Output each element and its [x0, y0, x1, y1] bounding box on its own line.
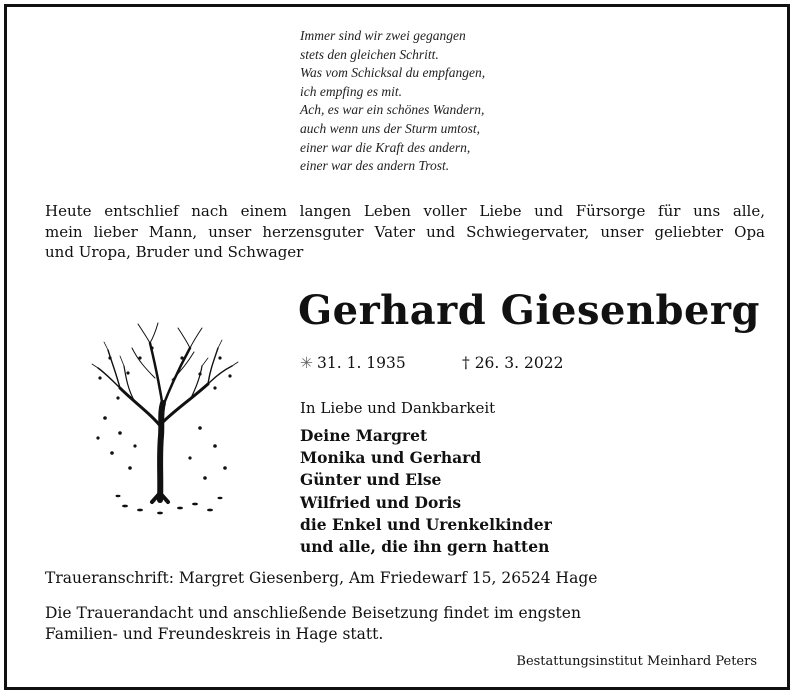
thanks-line: In Liebe und Dankbarkeit [300, 399, 496, 417]
family-member: Wilfried und Doris [300, 492, 462, 512]
notice-line: Die Trauerandacht und anschließende Beisetzung findet im engsten [45, 604, 581, 622]
family-member: die Enkel und Urenkelkinder [300, 514, 552, 534]
poem-line: einer war die Kraft des andern, [300, 139, 471, 155]
poem-line: einer war des andern Trost. [300, 158, 450, 174]
poem-line: stets den gleichen Schritt. [300, 46, 439, 62]
poem-line: Was vom Schicksal du empfangen, [300, 65, 486, 81]
poem-line: auch wenn uns der Sturm umtost, [300, 120, 480, 136]
death-date: † 26. 3. 2022 [462, 354, 564, 372]
family-list [300, 425, 552, 558]
poem-line: Immer sind wir zwei gegangen [300, 28, 466, 43]
cross-icon: † [462, 354, 470, 372]
birth-date: ✳ 31. 1. 1935 [300, 354, 406, 372]
life-dates [300, 354, 564, 372]
poem-line: ich empfing es mit. [300, 83, 402, 99]
family-member: Günter und Else [300, 470, 442, 490]
intro-line: Heute entschlief nach einem langen Leben voller Liebe und Fürsorge für uns alle, [45, 202, 765, 220]
family-member: Monika und Gerhard [300, 448, 482, 468]
family-member: Deine Margret [300, 426, 428, 445]
birth-star-icon: ✳ [300, 354, 313, 372]
poem-line: Ach, es war ein schönes Wandern, [300, 102, 485, 118]
mourning-address: Traueranschrift: Margret Giesenberg, Am Friedewarf 15, 26524 Hage [45, 569, 598, 587]
family-member: und alle, die ihn gern hatten [300, 537, 550, 557]
intro-text [45, 201, 765, 263]
poem [300, 27, 640, 176]
intro-line: mein lieber Mann, unser herzensguter Vater und Schwiegervater, unser geliebter Opa [45, 222, 765, 241]
service-notice [45, 603, 581, 645]
undertaker-name: Bestattungsinstitut Meinhard Peters [516, 654, 757, 669]
deceased-name: Gerhard Giesenberg [298, 287, 760, 334]
intro-line: und Uropa, Bruder und Schwager [45, 243, 304, 261]
tree-icon [90, 318, 240, 518]
notice-line: Familien- und Freundeskreis in Hage statt. [45, 625, 384, 643]
